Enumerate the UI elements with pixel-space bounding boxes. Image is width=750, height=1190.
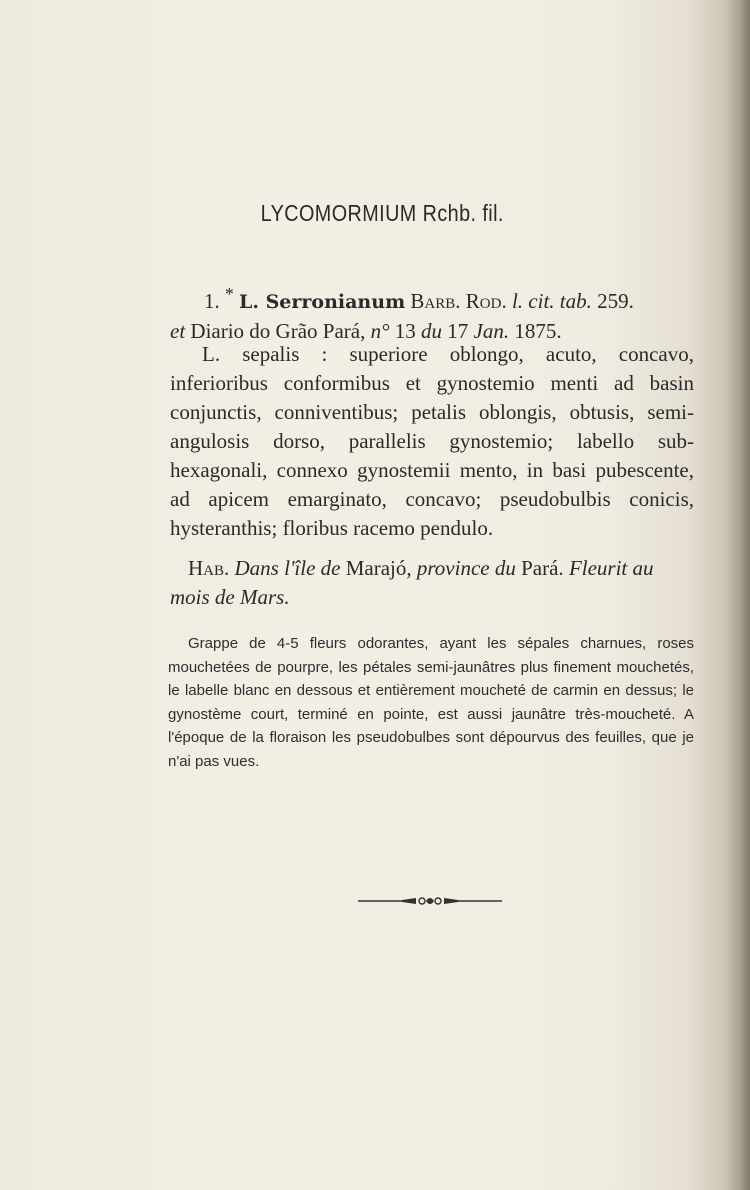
- species-entry-header: [170, 280, 694, 346]
- latin-description: [170, 340, 694, 543]
- latin-description-text: L. sepalis : superiore oblongo, acuto, concavo, inferioribus conformibus et gynostemio menti ad basin conjunctis, conniventibus; petalis oblongis, obtusis, semi-angulosis dorso, parallelis gynostemio; labello sub-hexagonali, connexo gynostemii mento, in basi pubescente, ad apicem emarginato, concavo; pseudobulbis conicis, hysteranthis; floribus racemo pendulo.: [170, 342, 694, 540]
- habitat-label: Hab.: [188, 556, 230, 580]
- habitat-region: Pará.: [521, 556, 564, 580]
- french-note-text: Grappe de 4-5 fleurs odorantes, ayant les sépales charnues, roses mouchetées de pourpre, les pétales semi-jaunâtres plus finement mouchetés, le labelle blanc en dessous et entièrement moucheté de carmin en dessus; le gynostème court, terminé en pointe, est aussi jaunâtre très-moucheté. A l'époque de la floraison les pseudobulbes sont dépourvus des feuilles, que je n'ai pas vues.: [168, 635, 694, 770]
- species-author: Barb. Rod.: [410, 289, 507, 313]
- page-binding-shadow: [726, 0, 750, 1190]
- citation-du: du: [421, 319, 443, 343]
- species-name: L. Serronianum: [239, 291, 406, 313]
- habitat-place: Marajó,: [345, 556, 412, 580]
- citation-day: 17: [447, 319, 469, 343]
- genus-heading: LYCOMORMIUM Rchb. fil.: [260, 200, 504, 226]
- typographic-ornament-icon: [358, 893, 502, 909]
- habitat-paragraph: [170, 554, 694, 612]
- citation-issue: 13: [394, 319, 416, 343]
- citation-number: 259.: [597, 289, 634, 313]
- citation-journal: Diario do Grão Pará,: [190, 319, 366, 343]
- citation-no-label: n°: [370, 319, 390, 343]
- french-note: [168, 632, 694, 773]
- entry-asterisk: *: [225, 284, 234, 304]
- habitat-text-2: province du: [416, 556, 516, 580]
- entry-number: 1.: [204, 289, 220, 313]
- citation-year: 1875.: [514, 319, 562, 343]
- citation-month: Jan.: [473, 319, 510, 343]
- habitat-flowering: Fleurit au mois de Mars.: [170, 556, 654, 609]
- citation-et: et: [170, 319, 186, 343]
- habitat-text-1: Dans l'île de: [234, 556, 341, 580]
- citation-reference: l. cit. tab.: [511, 289, 592, 313]
